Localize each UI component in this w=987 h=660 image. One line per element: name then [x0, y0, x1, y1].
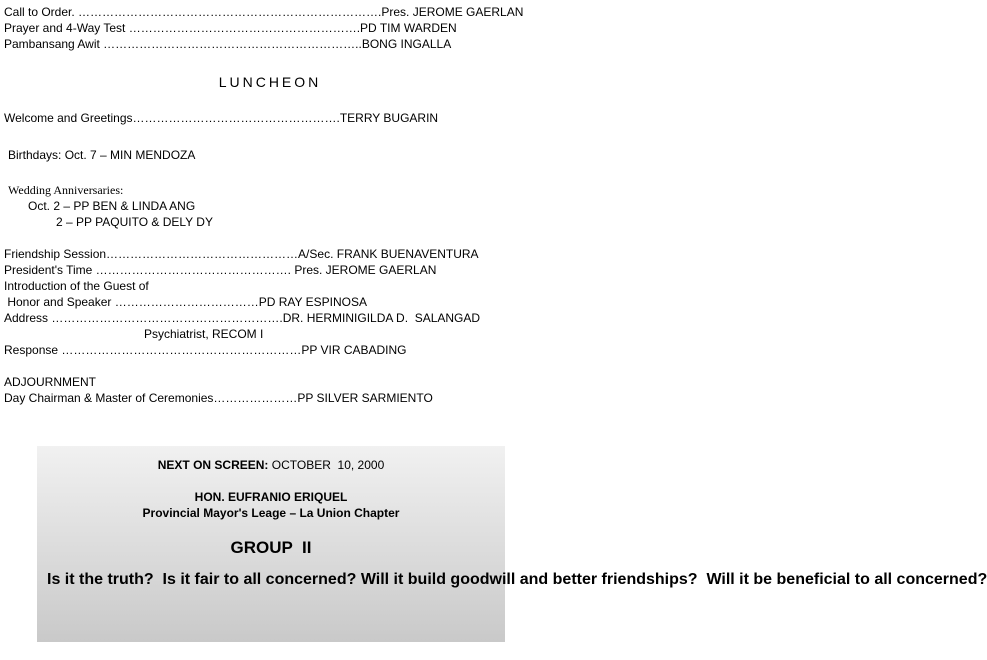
next-speaker: HON. EUFRANIO ERIQUEL: [194, 490, 348, 504]
welcome-line: Welcome and Greetings…………………………………………….TERRY BUGARIN: [4, 111, 439, 125]
four-way-test: Is it the truth? Is it fair to all concerned? Will it build goodwill and better friendships? Will it be beneficial to all concerned?: [47, 571, 987, 588]
wedding-line-2: 2 – PP PAQUITO & DELY DY: [56, 215, 213, 229]
next-label: NEXT ON SCREEN:: [157, 458, 269, 472]
program-call-to-order: Call to Order. ………………………………………………………………….Pres. JEROME GAERLAN: [4, 5, 524, 19]
next-on-screen: [37, 458, 505, 472]
friendship-line: Friendship Session…………………………………………A/Sec. FRANK BUENAVENTURA: [4, 247, 479, 261]
presidents-time-line: President's Time …………………………………………. Pres. JEROME GAERLAN: [4, 263, 437, 277]
group-heading: GROUP II: [230, 538, 312, 557]
adjournment-line: ADJOURNMENT: [4, 375, 96, 389]
response-line: Response ……………………………………………………PP VIR CABADING: [4, 343, 407, 357]
wedding-line-1: Oct. 2 – PP BEN & LINDA ANG: [28, 199, 196, 213]
address-line: Address ………………………………………………….DR. HERMINIGILDA D. SALANGAD: [4, 311, 481, 325]
next-speaker-org: Provincial Mayor's Leage – La Union Chapter: [142, 506, 400, 520]
luncheon-heading: LUNCHEON: [218, 74, 322, 90]
program-anthem: Pambansang Awit ………………………………………………………..BONG INGALLA: [4, 37, 452, 51]
day-chairman-line: Day Chairman & Master of Ceremonies…………………PP SILVER SARMIENTO: [4, 391, 433, 405]
birthdays-line: Birthdays: Oct. 7 – MIN MENDOZA: [8, 148, 196, 162]
program-prayer: Prayer and 4-Way Test ………………………………………………….PD TIM WARDEN: [4, 21, 457, 35]
next-meeting-box: [37, 446, 987, 642]
address-subtitle: Psychiatrist, RECOM I: [144, 327, 264, 341]
next-date: OCTOBER 10, 2000: [268, 458, 385, 472]
intro-line-2: Honor and Speaker ………………………………PD RAY ESPINOSA: [4, 295, 367, 309]
wedding-heading: Wedding Anniversaries:: [8, 183, 124, 197]
intro-line-1: Introduction of the Guest of: [4, 279, 149, 293]
